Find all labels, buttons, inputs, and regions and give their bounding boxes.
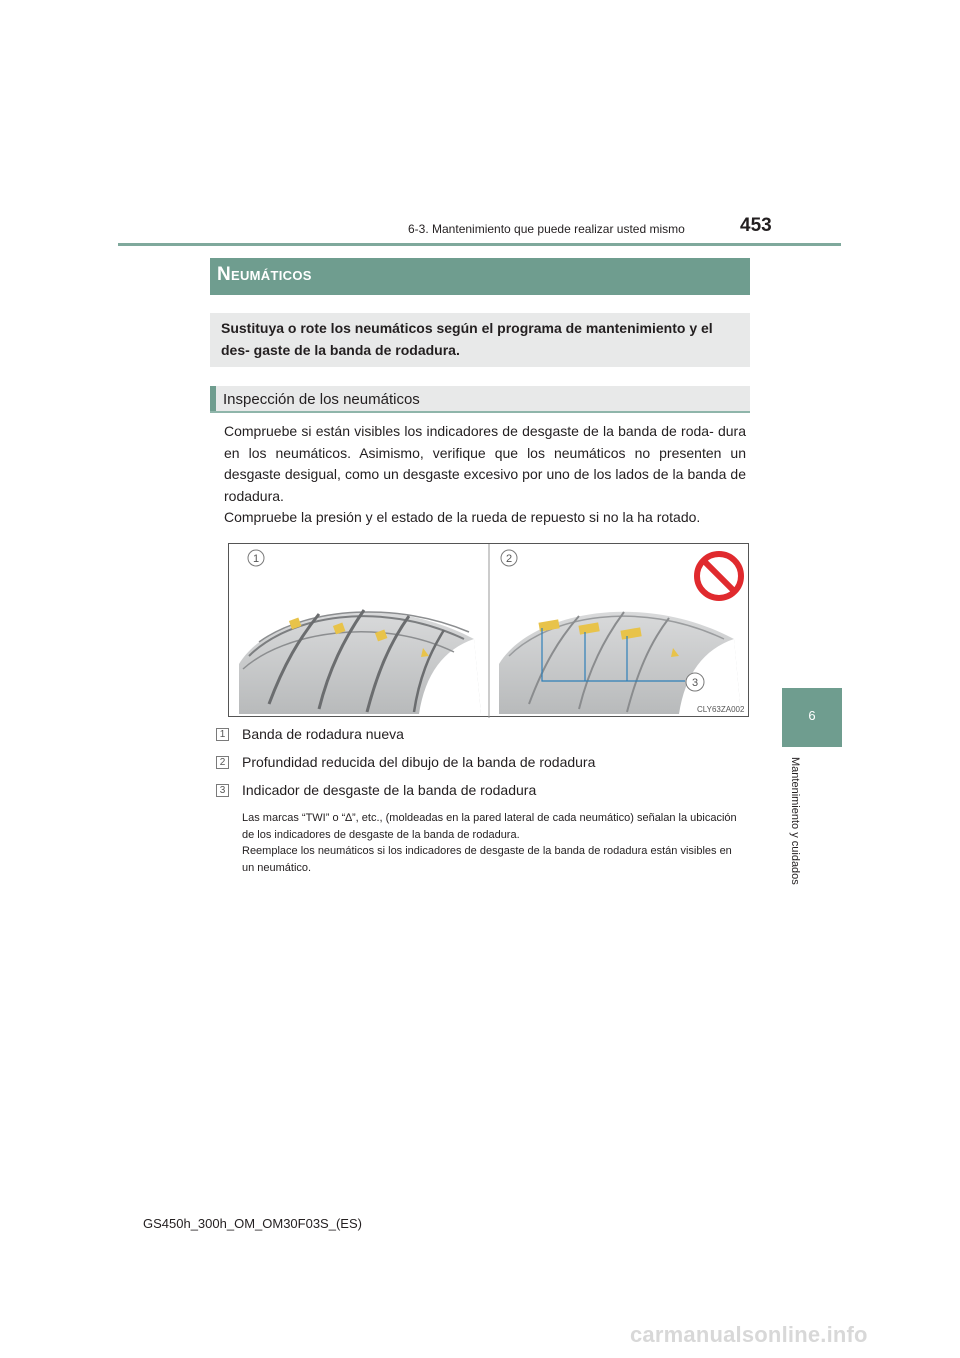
- document-code: GS450h_300h_OM_OM30F03S_(ES): [143, 1216, 362, 1231]
- legend-badge-2: 2: [216, 756, 229, 769]
- section-title: Neumáticos: [217, 264, 312, 285]
- callout-1-label: 1: [252, 553, 260, 565]
- intro-text: Sustituya o rote los neumáticos según el programa de mantenimiento y el des- gaste de la banda de rodadura.: [221, 320, 713, 358]
- header-divider: [118, 243, 841, 246]
- intro-box: [210, 313, 750, 367]
- note-paragraph-1: Las marcas “TWI” o “∆”, etc., (moldeadas en la pared lateral de cada neumático) señalan la ubicación de los indicadores de desgaste de la banda de rodadura.: [242, 812, 737, 841]
- figure-code: CLY63ZA002: [697, 705, 745, 714]
- section-heading-bar: [210, 258, 750, 295]
- callout-2-label: 2: [505, 553, 513, 565]
- subsection-heading: [210, 386, 750, 413]
- body-paragraph-1: Compruebe si están visibles los indicadores de desgaste de la banda de roda- dura en los neumáticos. Asimismo, verifique que los neumáticos no presenten un desgaste desigual, como un desgaste excesivo por uno de los lados de la banda de rodadura.: [224, 423, 746, 504]
- chapter-label: Mantenimiento y cuidados: [789, 757, 801, 885]
- legend-text-1: Banda de rodadura nueva: [242, 726, 404, 742]
- prohibited-icon: [697, 554, 741, 598]
- tire-illustration: [228, 543, 749, 717]
- legend-text-2: Profundidad reducida del dibujo de la banda de rodadura: [242, 754, 596, 770]
- chapter-tab: [782, 688, 842, 747]
- callout-3-label: 3: [691, 677, 699, 689]
- subsection-title: Inspección de los neumáticos: [223, 391, 420, 408]
- note-paragraph-2: Reemplace los neumáticos si los indicadores de desgaste de la banda de rodadura están visibles en un neumático.: [242, 845, 732, 874]
- legend-text-3: Indicador de desgaste de la banda de rodadura: [242, 782, 537, 798]
- callout-2-marker: [501, 550, 517, 566]
- callout-1-marker: [248, 550, 264, 566]
- callout-3-marker: [686, 673, 704, 691]
- body-paragraph-2: Compruebe la presión y el estado de la rueda de repuesto si no la ha rotado.: [224, 509, 701, 525]
- tire-illustration-svg: [229, 544, 750, 718]
- running-header: 6-3. Mantenimiento que puede realizar usted mismo: [408, 222, 685, 236]
- watermark: carmanualsonline.info: [630, 1322, 868, 1347]
- new-tread-tire: [239, 610, 481, 714]
- legend-badge-3: 3: [216, 784, 229, 797]
- page-number: 453: [740, 215, 772, 236]
- legend-badge-1: 1: [216, 728, 229, 741]
- subsection-accent: [210, 386, 216, 411]
- chapter-number: 6: [808, 708, 816, 723]
- worn-tread-tire: [499, 612, 741, 714]
